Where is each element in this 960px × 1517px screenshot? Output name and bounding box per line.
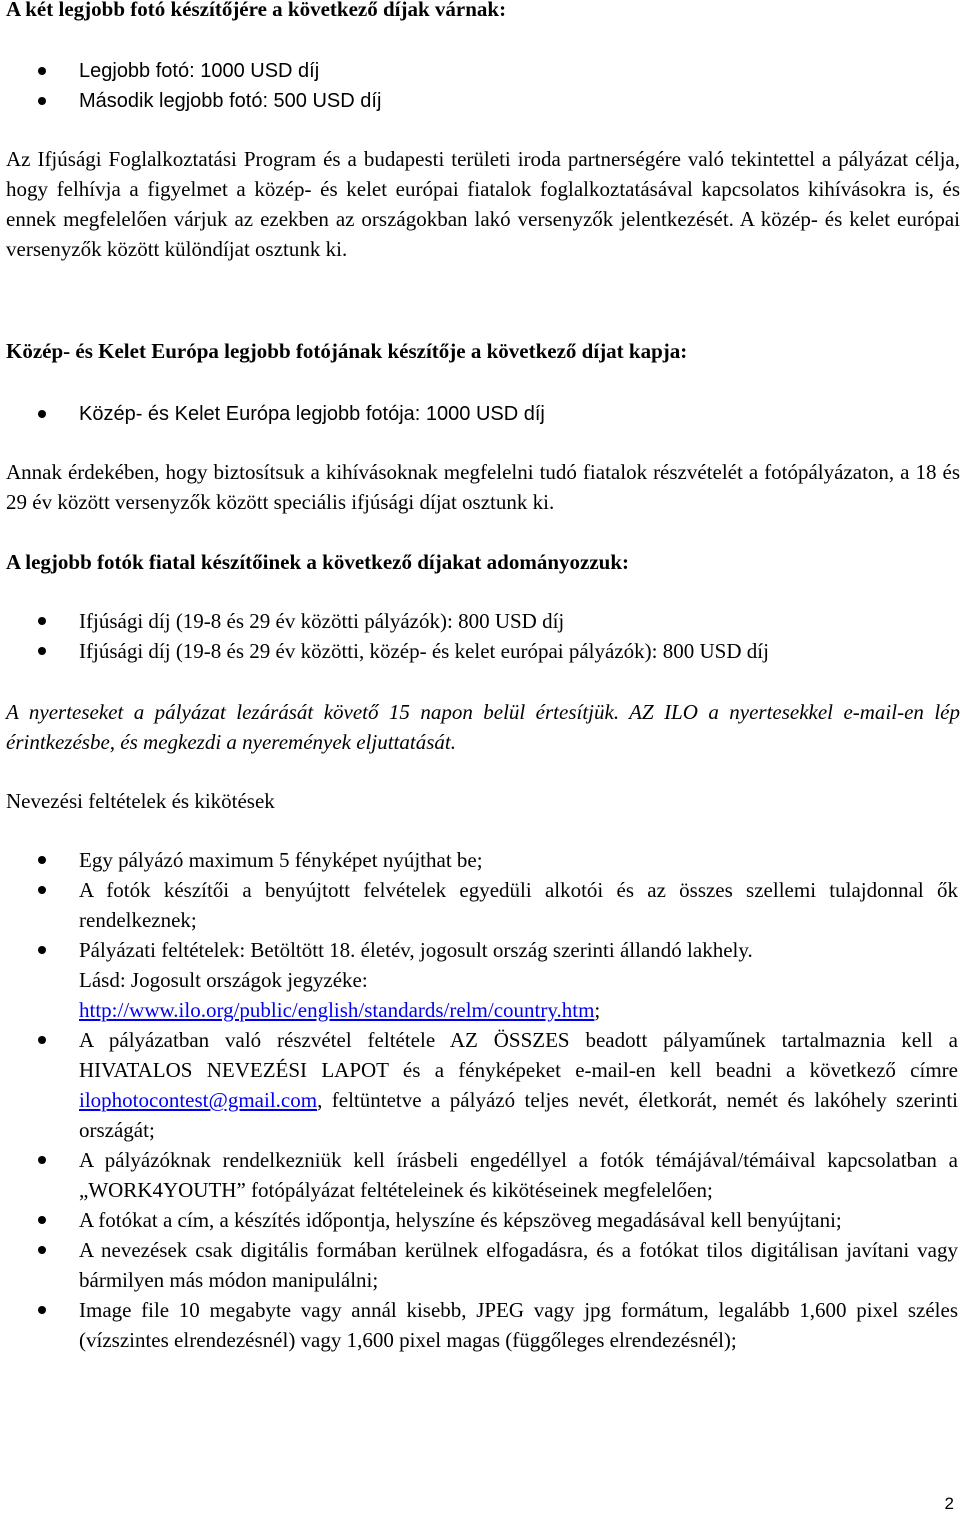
list-item-text: Második legjobb fotó: 500 USD díj	[79, 90, 382, 112]
bullet-icon	[38, 1306, 46, 1314]
list-item	[0, 1145, 960, 1205]
list-item-text: Ifjúsági díj (19-8 és 29 év közötti, közép- és kelet európai pályázók): 800 USD díj	[79, 639, 769, 663]
list-item	[0, 935, 960, 1025]
list-item	[0, 1025, 960, 1145]
bullet-icon	[38, 67, 46, 75]
list-item-text: A nevezések csak digitális formában kerülnek elfogadásra, és a fotókat tilos digitálisan javítani vagy bármilyen más módon manipulálni;	[79, 1238, 958, 1292]
list-item	[0, 86, 960, 116]
paragraph-program-intro: Az Ifjúsági Foglalkoztatási Program és a budapesti területi iroda partnerségére való tekintettel a pályázat célja, hogy felhívja a figyelmet a közép- és kelet európai fiatalok foglalkoztatásával kapcsolatos kihívásokra is, és ennek megfelelően várjuk az ezekben az országokban lakó versenyzők jelentkezését. A közép- és kelet európai versenyzők között különdíjat osztunk ki.	[6, 147, 960, 261]
bullet-icon	[38, 946, 46, 954]
list-item-subtext: Lásd: Jogosult országok jegyzéke:	[79, 968, 368, 992]
list-item-text: A fotókat a cím, a készítés időpontja, helyszíne és képszöveg megadásával kell benyújtani;	[79, 1208, 842, 1232]
contest-email-link[interactable]: ilophotocontest@gmail.com	[79, 1088, 318, 1112]
list-item	[0, 636, 960, 666]
list-item-text: Pályázati feltételek: Betöltött 18. életév, jogosult ország szerinti állandó lakhely.	[79, 938, 753, 962]
bullet-icon	[38, 1156, 46, 1164]
list-item-text: Ifjúsági díj (19-8 és 29 év közötti pályázók): 800 USD díj	[79, 609, 565, 633]
bullet-icon	[38, 856, 46, 864]
heading-cee-prize: Közép- és Kelet Európa legjobb fotójának készítője a következő díjat kapja:	[6, 339, 688, 363]
link-trailing-text: ;	[594, 998, 601, 1022]
list-item-text: Image file 10 megabyte vagy annál kisebb, JPEG vagy jpg formátum, legalább 1,600 pixel széles (vízszintes elrendezésnél) vagy 1,600 pixel magas (függőleges elrendezésnél);	[79, 1298, 958, 1352]
eligible-countries-link[interactable]: http://www.ilo.org/public/english/standards/relm/country.htm	[79, 998, 595, 1022]
list-item-text: A fotók készítői a benyújtott felvételek egyedüli alkotói és az összes szellemi tulajdonnal ők rendelkeznek;	[79, 878, 958, 932]
youth-prizes-list	[0, 606, 960, 666]
list-item-text: A pályázatban való részvétel feltétele AZ ÖSSZES beadott pályaműnek tartalmaznia kell a HIVATALOS NEVEZÉSI LAPOT és a fényképeket e-mail-en kell beadni a következő címre	[79, 1028, 958, 1082]
list-item-text: Egy pályázó maximum 5 fényképet nyújthat be;	[79, 848, 483, 872]
bullet-icon	[38, 886, 46, 894]
list-item-text: A pályázóknak rendelkezniük kell írásbeli engedéllyel a fotók témájával/témáival kapcsolatban a „WORK4YOUTH” fotópályázat feltételeinek és kikötéseinek megfelelően;	[79, 1148, 958, 1202]
bullet-icon	[38, 97, 46, 105]
list-item-text-after-link: , feltüntetve a pályázó teljes nevét, életkorát, nemét és lakóhely szerinti országát;	[79, 1088, 958, 1142]
heading-youth-prizes: A legjobb fotók fiatal készítőinek a következő díjakat adományozzuk:	[6, 550, 630, 574]
entry-conditions-list	[0, 845, 960, 1355]
page-number: 2	[944, 1494, 954, 1513]
list-item	[0, 1235, 960, 1295]
list-item-text: Legjobb fotó: 1000 USD díj	[79, 60, 320, 82]
list-item	[0, 1205, 960, 1235]
bullet-icon	[38, 1246, 46, 1254]
list-item-text: Közép- és Kelet Európa legjobb fotója: 1000 USD díj	[79, 403, 545, 425]
heading-top-prizes: A két legjobb fotó készítőjére a következő díjak várnak:	[6, 0, 507, 21]
bullet-icon	[38, 1216, 46, 1224]
list-item	[0, 1295, 960, 1355]
list-item	[0, 845, 960, 875]
list-item	[0, 606, 960, 636]
heading-entry-conditions: Nevezési feltételek és kikötések	[6, 789, 275, 813]
bullet-icon	[38, 617, 46, 625]
paragraph-winner-notice: A nyerteseket a pályázat lezárását követő 15 napon belül értesítjük. AZ ILO a nyertesekkel e-mail-en lép érintkezésbe, és megkezdi a nyeremények eljuttatását.	[6, 700, 960, 754]
list-item	[0, 56, 960, 86]
bullet-icon	[38, 410, 46, 418]
list-item	[0, 875, 960, 935]
top-prizes-list	[0, 56, 960, 116]
bullet-icon	[38, 1036, 46, 1044]
bullet-icon	[38, 647, 46, 655]
list-item	[0, 399, 960, 429]
cee-prize-list	[0, 399, 960, 429]
paragraph-youth-intro: Annak érdekében, hogy biztosítsuk a kihívásoknak megfelelni tudó fiatalok részvételét a fotópályázaton, a 18 és 29 év között versenyzők között speciális ifjúsági díjat osztunk ki.	[6, 460, 960, 514]
